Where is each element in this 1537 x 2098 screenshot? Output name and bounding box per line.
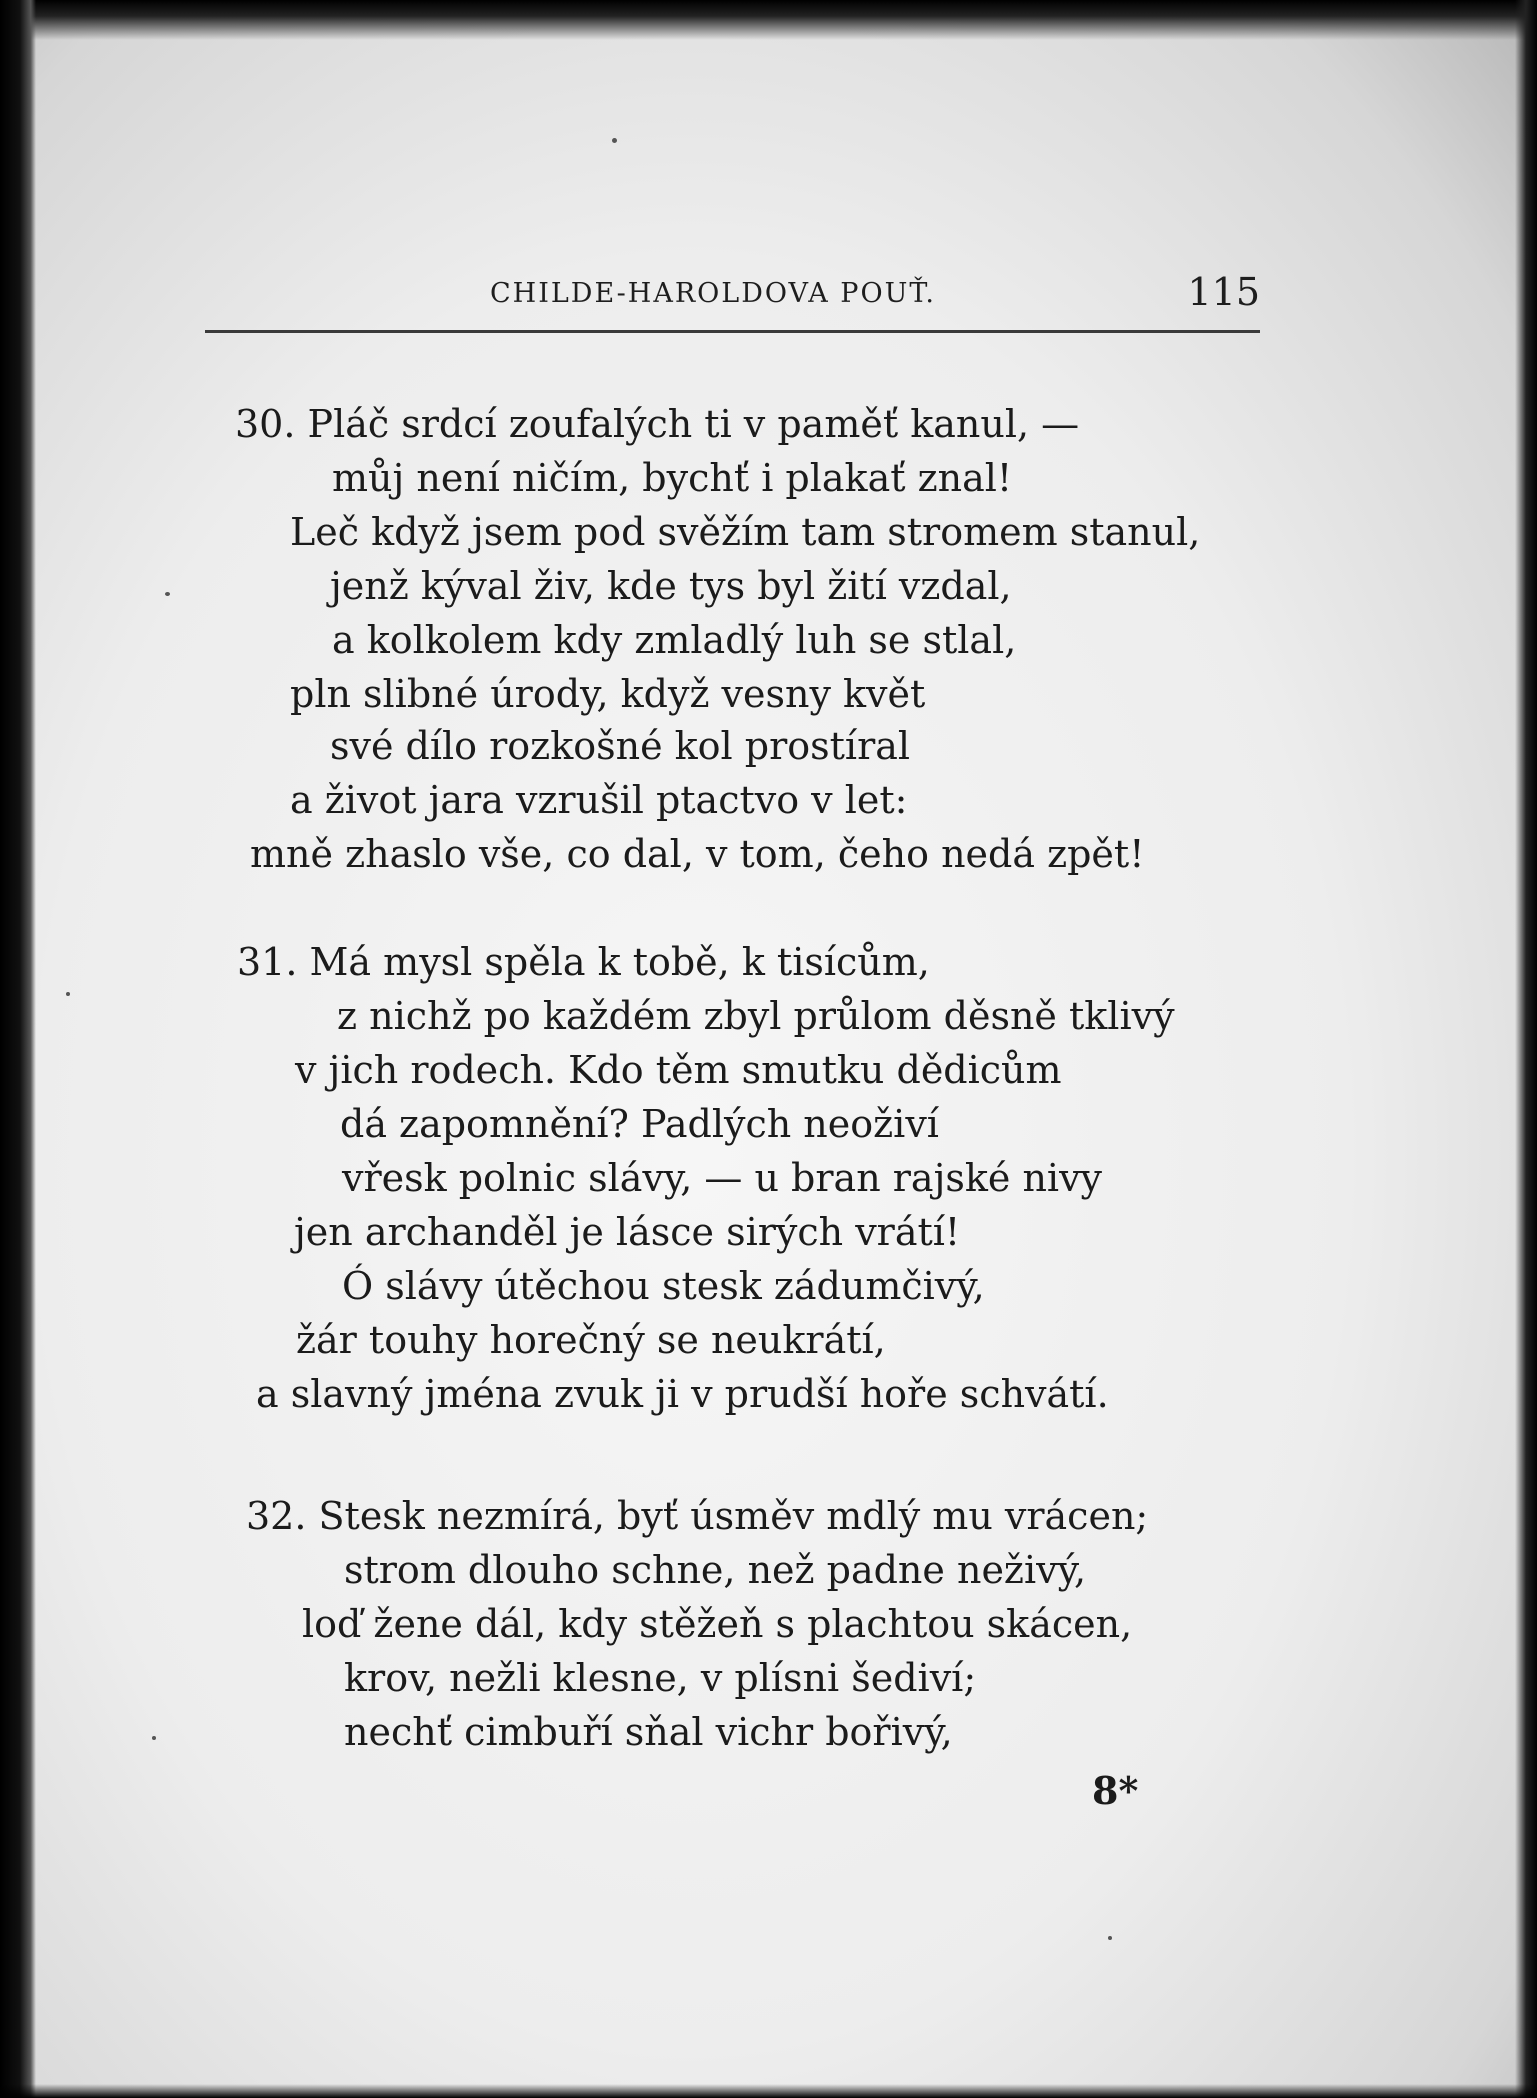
catchword-signature: 8* xyxy=(1092,1768,1139,1813)
verse-line: 30. Pláč srdcí zoufalých ti v paměť kanul, — xyxy=(235,402,1080,446)
page-number: 115 xyxy=(1187,270,1260,314)
verse-line: mně zhaslo vše, co dal, v tom, čeho nedá zpět! xyxy=(250,832,1145,876)
verse-line: strom dlouho schne, než padne neživý, xyxy=(344,1548,1087,1592)
verse-line: jenž kýval živ, kde tys byl žití vzdal, xyxy=(330,564,1012,608)
scan-speck xyxy=(152,1736,156,1740)
scan-border-bottom xyxy=(0,2084,1537,2098)
page-header xyxy=(205,268,1260,333)
verse-line: z nichž po každém zbyl průlom děsně tklivý xyxy=(337,994,1175,1038)
verse-line: krov, nežli klesne, v plísni šediví; xyxy=(344,1656,977,1700)
verse-line: a kolkolem kdy zmladlý luh se stlal, xyxy=(332,618,1017,662)
verse-line: jen archanděl je lásce sirých vrátí! xyxy=(294,1210,961,1254)
verse-line: v jich rodech. Kdo těm smutku dědicům xyxy=(295,1048,1062,1092)
verse-line: Leč když jsem pod svěžím tam stromem stanul, xyxy=(290,510,1201,554)
verse-line: dá zapomnění? Padlých neoživí xyxy=(340,1102,939,1146)
scan-speck xyxy=(1108,1936,1112,1940)
scan-border-top xyxy=(0,0,1537,40)
verse-line: loď žene dál, kdy stěžeň s plachtou skácen, xyxy=(302,1602,1133,1646)
running-title: CHILDE-HAROLDOVA POUŤ. xyxy=(490,278,936,309)
verse-line: 31. Má mysl spěla k tobě, k tisícům, xyxy=(237,940,930,984)
verse-line: pln slibné úrody, když vesny květ xyxy=(290,672,926,716)
scan-speck xyxy=(612,138,617,143)
verse-line: a život jara vzrušil ptactvo v let: xyxy=(290,778,908,822)
scan-speck xyxy=(66,992,70,996)
scan-speck xyxy=(165,592,170,596)
verse-line: své dílo rozkošné kol prostíral xyxy=(330,724,911,768)
verse-line: a slavný jména zvuk ji v prudší hoře schvátí. xyxy=(256,1372,1109,1416)
verse-line: žár touhy horečný se neukrátí, xyxy=(296,1318,886,1362)
scan-border-left xyxy=(0,0,36,2098)
scan-border-right xyxy=(1515,0,1537,2098)
verse-line: Ó slávy útěchou stesk zádumčivý, xyxy=(342,1264,985,1308)
verse-line: nechť cimbuří sňal vichr bořivý, xyxy=(344,1710,953,1754)
verse-line: 32. Stesk nezmírá, byť úsměv mdlý mu vrácen; xyxy=(246,1494,1149,1538)
verse-line: vřesk polnic slávy, — u bran rajské nivy xyxy=(342,1156,1103,1200)
verse-line: můj není ničím, bychť i plakať znal! xyxy=(332,456,1013,500)
